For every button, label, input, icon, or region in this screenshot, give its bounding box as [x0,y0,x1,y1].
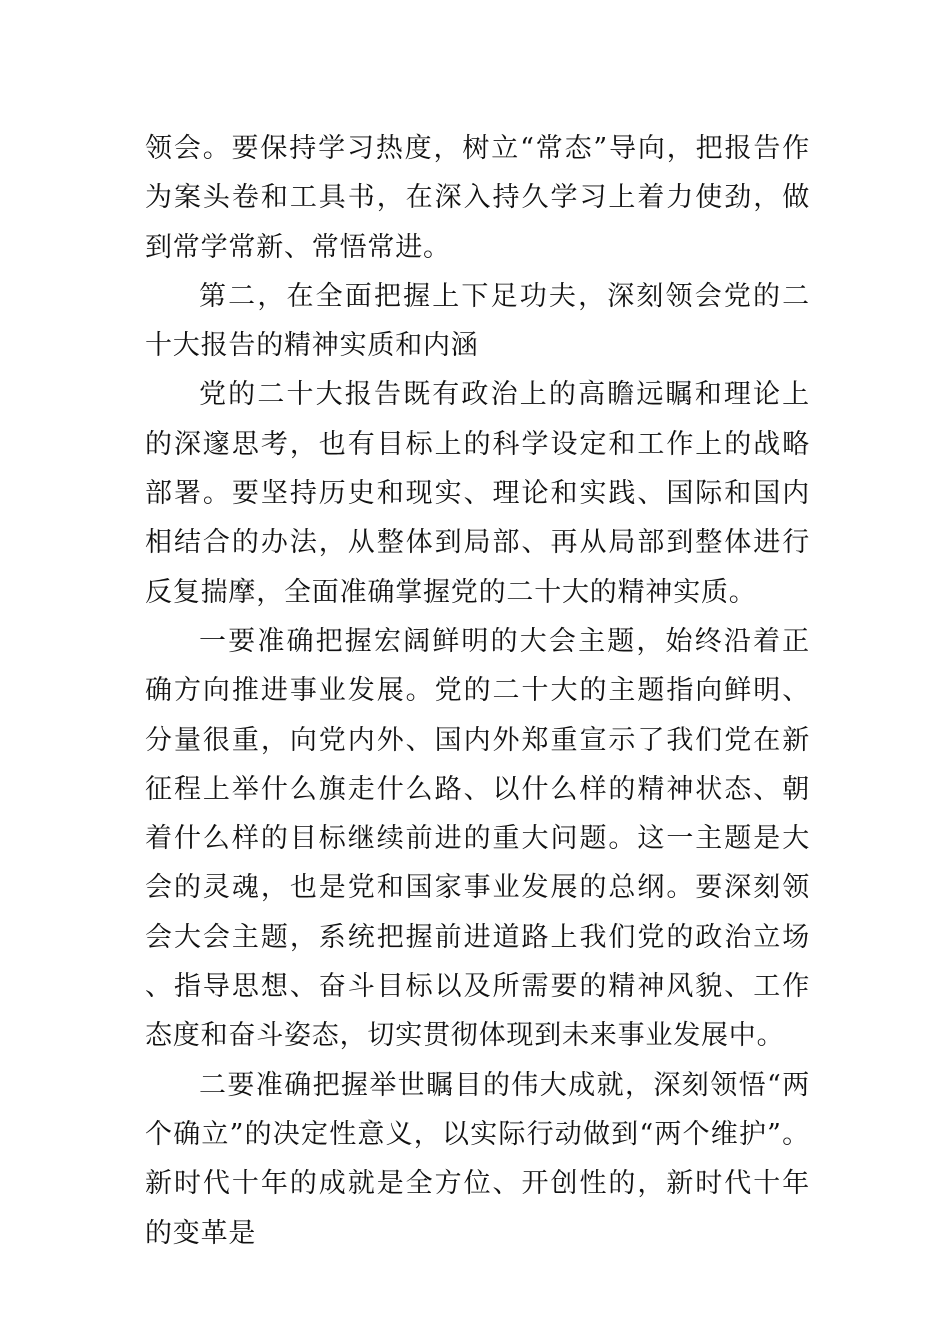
paragraph-achievements: 二要准确把握举世瞩目的伟大成就，深刻领悟“两个确立”的决定性意义，以实际行动做到“两个维护”。新时代十年的成就是全方位、开创性的，新时代十年的变革是 [145,1069,810,1249]
paragraph-theme: 一要准确把握宏阔鲜明的大会主题，始终沿着正确方向推进事业发展。党的二十大的主题指向鲜明、分量很重，向党内外、国内外郑重宣示了我们党在新征程上举什么旗走什么路、以什么样的精神状态、朝着什么样的目标继续前进的重大问题。这一主题是大会的灵魂，也是党和国家事业发展的总纲。要深刻领会大会主题，系统把握前进道路上我们党的政治立场、指导思想、奋斗目标以及所需要的精神风貌、工作态度和奋斗姿态，切实贯彻体现到未来事业发展中。 [145,625,810,1052]
section-heading-second: 第二，在全面把握上下足功夫，深刻领会党的二十大报告的精神实质和内涵 [145,280,810,362]
paragraph-overview: 党的二十大报告既有政治上的高瞻远瞩和理论上的深邃思考，也有目标上的科学设定和工作上的战略部署。要坚持历史和现实、理论和实践、国际和国内相结合的办法，从整体到局部、再从局部到整体进行反复揣摩，全面准确掌握党的二十大的精神实质。 [145,379,810,608]
paragraph-continuation: 领会。要保持学习热度，树立“常态”导向，把报告作为案头卷和工具书，在深入持久学习上着力使劲，做到常学常新、常悟常进。 [145,133,810,263]
document-body [145,124,810,1258]
